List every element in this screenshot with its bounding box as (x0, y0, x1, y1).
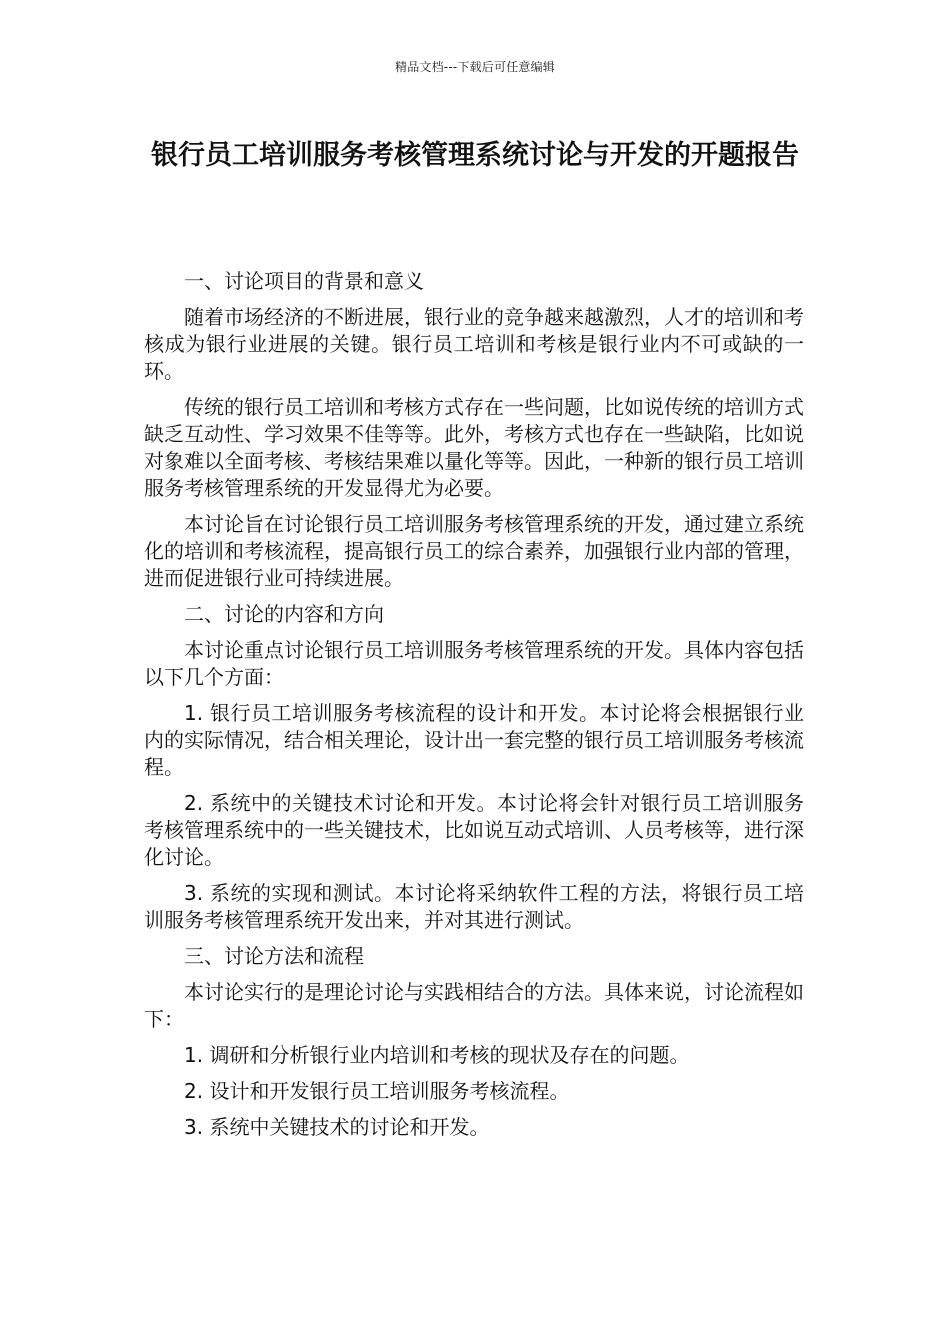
list-item-content-3: 3. 系统的实现和测试。本讨论将采纳软件工程的方法，将银行员工培训服务考核管理系统开发出来，并对其进行测试。 (144, 881, 804, 932)
paragraph-background-1: 随着市场经济的不断进展，银行业的竞争越来越激烈，人才的培训和考核成为银行业进展的关键。银行员工培训和考核是银行业内不可或缺的一环。 (144, 305, 804, 383)
paragraph-content-intro: 本讨论重点讨论银行员工培训服务考核管理系统的开发。具体内容包括以下几个方面： (144, 638, 804, 689)
section-heading-background: 一、讨论项目的背景和意义 (184, 269, 424, 293)
paragraph-background-2: 传统的银行员工培训和考核方式存在一些问题，比如说传统的培训方式缺乏互动性、学习效果不佳等等。此外，考核方式也存在一些缺陷，比如说对象难以全面考核、考核结果难以量化等等。因此，一种新的银行员工培训服务考核管理系统的开发显得尤为必要。 (144, 395, 804, 500)
section-heading-method: 三、讨论方法和流程 (184, 944, 364, 968)
document-title: 银行员工培训服务考核管理系统讨论与开发的开题报告 (151, 140, 799, 171)
list-item-method-1: 1. 调研和分析银行业内培训和考核的现状及存在的问题。 (184, 1043, 690, 1067)
list-item-content-2: 2. 系统中的关键技术讨论和开发。本讨论将会针对银行员工培训服务考核管理系统中的一些关键技术，比如说互动式培训、人员考核等，进行深化讨论。 (144, 791, 804, 869)
list-item-method-2: 2. 设计和开发银行员工培训服务考核流程。 (184, 1079, 570, 1103)
list-item-content-1: 1. 银行员工培训服务考核流程的设计和开发。本讨论将会根据银行业内的实际情况，结合相关理论，设计出一套完整的银行员工培训服务考核流程。 (144, 701, 804, 779)
list-item-method-3: 3. 系统中关键技术的讨论和开发。 (184, 1115, 490, 1139)
document-body (144, 268, 804, 1150)
paragraph-background-3: 本讨论旨在讨论银行员工培训服务考核管理系统的开发，通过建立系统化的培训和考核流程，提高银行员工的综合素养，加强银行业内部的管理，进而促进银行业可持续进展。 (144, 512, 804, 590)
section-heading-content: 二、讨论的内容和方向 (184, 602, 384, 626)
paragraph-method-intro: 本讨论实行的是理论讨论与实践相结合的方法。具体来说，讨论流程如下： (144, 980, 804, 1031)
header-note: 精品文档---下载后可任意编辑 (395, 60, 555, 74)
